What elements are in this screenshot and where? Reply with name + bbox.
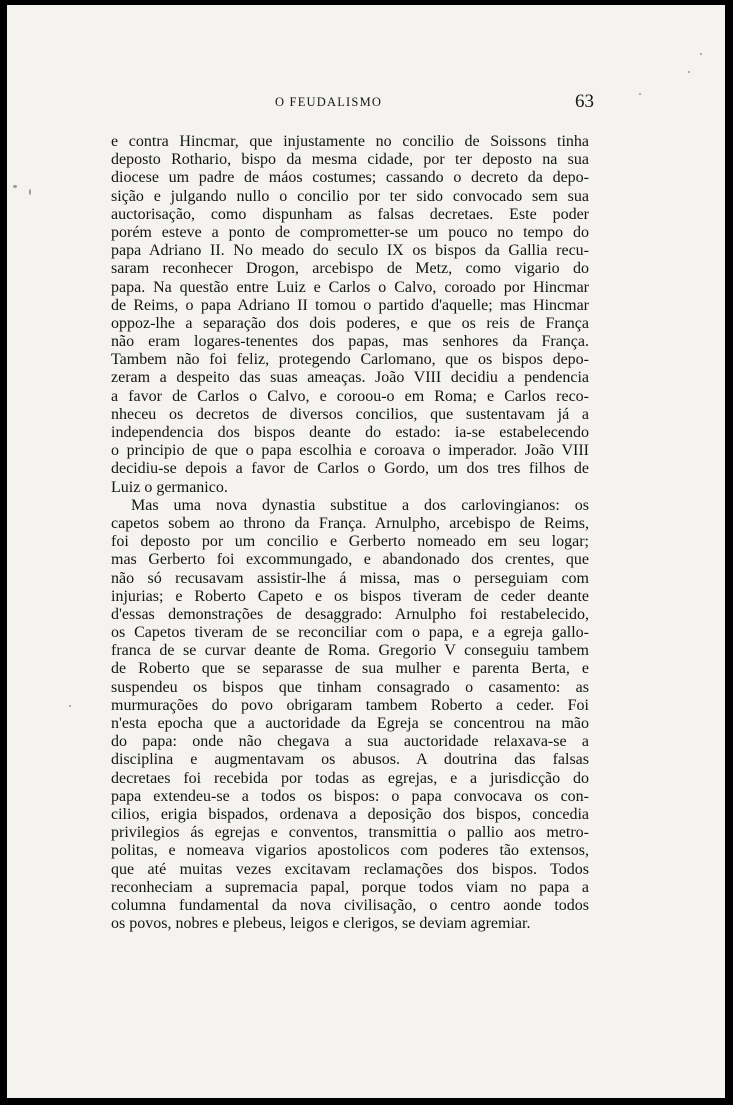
text-line: porém esteve a ponto de comprometter-se um pouco no tempo do [111, 223, 589, 241]
text-line: disciplina e augmentavam os abusos. A doutrina das falsas [111, 751, 589, 769]
paragraph [111, 497, 589, 934]
page-number: 63 [575, 91, 594, 112]
text-line: saram reconhecer Drogon, arcebispo de Metz, como vigario do [111, 260, 589, 278]
paper-speck [29, 189, 31, 195]
running-title: O FEUDALISMO [275, 95, 383, 109]
text-line: n'esta epocha que a auctoridade da Egreja se concentrou na mão [111, 715, 589, 732]
body-text [111, 133, 589, 933]
text-line: deposto Rothario, bispo da mesma cidade, por ter deposto na sua [111, 151, 589, 169]
text-line: independencia dos bispos deante do estado: ia-se estabelecendo [111, 424, 589, 441]
text-line: franca de se curvar deante de Roma. Gregorio V conseguiu tambem [111, 642, 589, 660]
text-line: nheceu os decretos de diversos concilios, que sustentavam já a [111, 405, 589, 423]
text-line: de Reims, o papa Adriano II tomou o partido d'aquelle; mas Hincmar [111, 296, 589, 314]
text-line: decidiu-se depois a favor de Carlos o Gordo, um dos tres filhos de [111, 460, 589, 478]
text-line: reconheciam a supremacia papal, porque todos viam no papa a [111, 878, 589, 896]
book-page [7, 5, 725, 1098]
text-line: o principio de que o papa escolhia e coroava o imperador. João VIII [111, 442, 589, 460]
text-line: Mas uma nova dynastia substitue a dos carlovingianos: os [131, 496, 589, 514]
text-line: diocese um padre de máos costumes; cassando o decreto da depo- [111, 169, 589, 187]
text-line: politas, e nomeava vigarios apostolicos com poderes tão extensos, [111, 842, 589, 860]
text-line: murmurações do povo obrigaram tambem Roberto a ceder. Foi [111, 696, 589, 714]
text-line: papa. Na questão entre Luiz e Carlos o Calvo, coroado por Hincmar [111, 278, 589, 296]
text-line: oppoz-lhe a separação dos dois poderes, e que os reis de França [111, 314, 589, 332]
text-line: injurias; e Roberto Capeto e os bispos tiveram de ceder deante [111, 587, 589, 605]
paper-speck [13, 185, 17, 188]
page-header [7, 91, 725, 115]
text-line: capetos sobem ao throno da França. Arnulpho, arcebispo de Reims, [111, 514, 589, 532]
text-line: foi deposto por um concilio e Gerberto nomeado em seu logar; [111, 533, 589, 551]
text-line: e contra Hincmar, que injustamente no concilio de Soissons tinha [111, 133, 589, 150]
text-line: cilios, erigia bispados, ordenava a deposição dos bispos, concedia [111, 805, 589, 823]
text-line: de Roberto que se separasse de sua mulher e parenta Berta, e [111, 660, 589, 678]
text-line: a favor de Carlos o Calvo, e coroou-o em Roma; e Carlos reco- [111, 387, 589, 405]
text-line: Tambem não foi feliz, protegendo Carlomano, que os bispos depo- [111, 351, 589, 369]
text-line: auctorisação, como dispunham as falsas decretaes. Este poder [111, 205, 589, 223]
text-line: não só recusavam assistir-lhe á missa, mas o perseguiam com [111, 569, 589, 587]
text-line: columna fundamental da nova civilisação, o centro aonde todos [111, 896, 589, 914]
text-line: os Capetos tiveram de se reconciliar com o papa, e a egreja gallo- [111, 624, 589, 642]
text-line: suspendeu os bispos que tinham consagrado o casamento: as [111, 678, 589, 696]
text-line: decretaes foi recebida por todas as egrejas, e a jurisdicção do [111, 769, 589, 787]
text-line: que até muitas vezes excitavam reclamações dos bispos. Todos [111, 860, 589, 878]
paper-speck [700, 53, 702, 55]
text-line: Luiz o germanico. [111, 478, 228, 496]
text-line: mas Gerberto foi excommungado, e abandonado dos crentes, que [111, 551, 589, 569]
text-line: d'essas demonstrações de desaggrado: Arnulpho foi restabelecido, [111, 605, 589, 623]
text-line: zeram a despeito das suas ameaças. João VIII decidiu a pendencia [111, 369, 589, 387]
text-line: do papa: onde não chegava a sua auctoridade relaxava-se a [111, 733, 589, 751]
text-line: sição e julgando nullo o concilio por ter sido convocado sem sua [111, 187, 589, 205]
text-line: privilegios ás egrejas e conventos, transmittia o pallio aos metro- [111, 824, 589, 842]
text-line: papa extendeu-se a todos os bispos: o papa convocava os con- [111, 787, 589, 805]
paper-speck [688, 71, 690, 73]
paper-speck [69, 705, 71, 707]
paragraph [111, 133, 589, 497]
text-line: papa Adriano II. No meado do seculo IX os bispos da Gallia recu- [111, 242, 589, 260]
text-line: não eram logares-tenentes dos papas, mas senhores da França. [111, 333, 589, 351]
text-line: os povos, nobres e plebeus, leigos e clerigos, se deviam agremiar. [111, 915, 531, 933]
